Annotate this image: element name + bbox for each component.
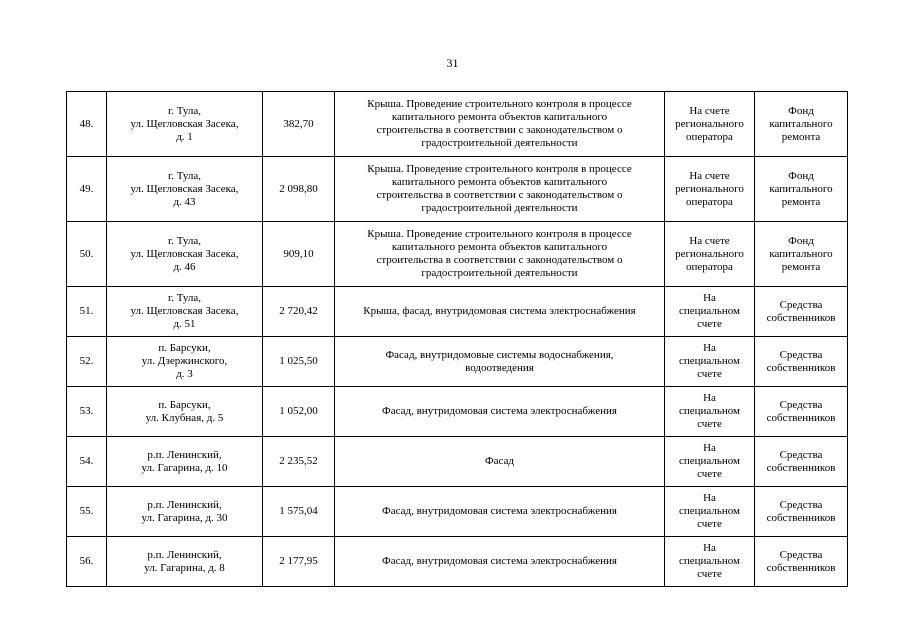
table-row <box>67 387 848 437</box>
row-area: 2 235,52 <box>263 437 335 487</box>
row-source: Средства собственников <box>755 337 848 387</box>
row-address: г. Тула, ул. Щегловская Засека, д. 1 <box>107 92 263 157</box>
row-number: 49. <box>67 157 107 222</box>
row-number: 52. <box>67 337 107 387</box>
row-number: 53. <box>67 387 107 437</box>
row-address: г. Тула, ул. Щегловская Засека, д. 43 <box>107 157 263 222</box>
row-source: Фонд капитального ремонта <box>755 92 848 157</box>
row-area: 2 720,42 <box>263 287 335 337</box>
row-number: 56. <box>67 537 107 587</box>
row-source: Фонд капитального ремонта <box>755 157 848 222</box>
row-address: р.п. Ленинский, ул. Гагарина, д. 8 <box>107 537 263 587</box>
row-account: На специальном счете <box>665 537 755 587</box>
row-work: Фасад, внутридомовая система электроснабжения <box>335 387 665 437</box>
row-work: Крыша. Проведение строительного контроля в процессе капитального ремонта объектов капитального строительства в соответствии с законодательством о градостроительной деятельности <box>335 92 665 157</box>
row-area: 1 025,50 <box>263 337 335 387</box>
row-work: Крыша, фасад, внутридомовая система электроснабжения <box>335 287 665 337</box>
table-row <box>67 157 848 222</box>
row-work: Фасад, внутридомовая система электроснабжения <box>335 537 665 587</box>
repair-table <box>66 91 848 587</box>
row-account: На специальном счете <box>665 387 755 437</box>
row-account: На специальном счете <box>665 487 755 537</box>
row-area: 2 177,95 <box>263 537 335 587</box>
table-row <box>67 337 848 387</box>
row-source: Средства собственников <box>755 387 848 437</box>
row-number: 55. <box>67 487 107 537</box>
row-source: Средства собственников <box>755 287 848 337</box>
row-work: Крыша. Проведение строительного контроля в процессе капитального ремонта объектов капитального строительства в соответствии с законодательством о градостроительной деятельности <box>335 157 665 222</box>
row-work: Крыша. Проведение строительного контроля в процессе капитального ремонта объектов капитального строительства в соответствии с законодательством о градостроительной деятельности <box>335 222 665 287</box>
row-account: На счете регионального оператора <box>665 222 755 287</box>
row-source: Фонд капитального ремонта <box>755 222 848 287</box>
row-account: На специальном счете <box>665 437 755 487</box>
row-source: Средства собственников <box>755 487 848 537</box>
row-address: п. Барсуки, ул. Дзержинского, д. 3 <box>107 337 263 387</box>
table-row <box>67 487 848 537</box>
table-row <box>67 222 848 287</box>
table-row <box>67 537 848 587</box>
table-row <box>67 437 848 487</box>
row-work: Фасад, внутридомовая система электроснабжения <box>335 487 665 537</box>
row-number: 54. <box>67 437 107 487</box>
row-account: На специальном счете <box>665 337 755 387</box>
row-address: п. Барсуки, ул. Клубная, д. 5 <box>107 387 263 437</box>
page-number: 31 <box>446 56 459 70</box>
row-address: р.п. Ленинский, ул. Гагарина, д. 10 <box>107 437 263 487</box>
table-row <box>67 92 848 157</box>
row-area: 1 575,04 <box>263 487 335 537</box>
row-source: Средства собственников <box>755 437 848 487</box>
row-address: г. Тула, ул. Щегловская Засека, д. 51 <box>107 287 263 337</box>
row-address: р.п. Ленинский, ул. Гагарина, д. 30 <box>107 487 263 537</box>
row-area: 382,70 <box>263 92 335 157</box>
row-number: 50. <box>67 222 107 287</box>
row-address: г. Тула, ул. Щегловская Засека, д. 46 <box>107 222 263 287</box>
row-area: 2 098,80 <box>263 157 335 222</box>
row-account: На счете регионального оператора <box>665 157 755 222</box>
table-row <box>67 287 848 337</box>
row-area: 909,10 <box>263 222 335 287</box>
row-source: Средства собственников <box>755 537 848 587</box>
row-work: Фасад, внутридомовые системы водоснабжения, водоотведения <box>335 337 665 387</box>
row-number: 48. <box>67 92 107 157</box>
row-account: На счете регионального оператора <box>665 92 755 157</box>
row-account: На специальном счете <box>665 287 755 337</box>
row-area: 1 052,00 <box>263 387 335 437</box>
row-number: 51. <box>67 287 107 337</box>
row-work: Фасад <box>335 437 665 487</box>
